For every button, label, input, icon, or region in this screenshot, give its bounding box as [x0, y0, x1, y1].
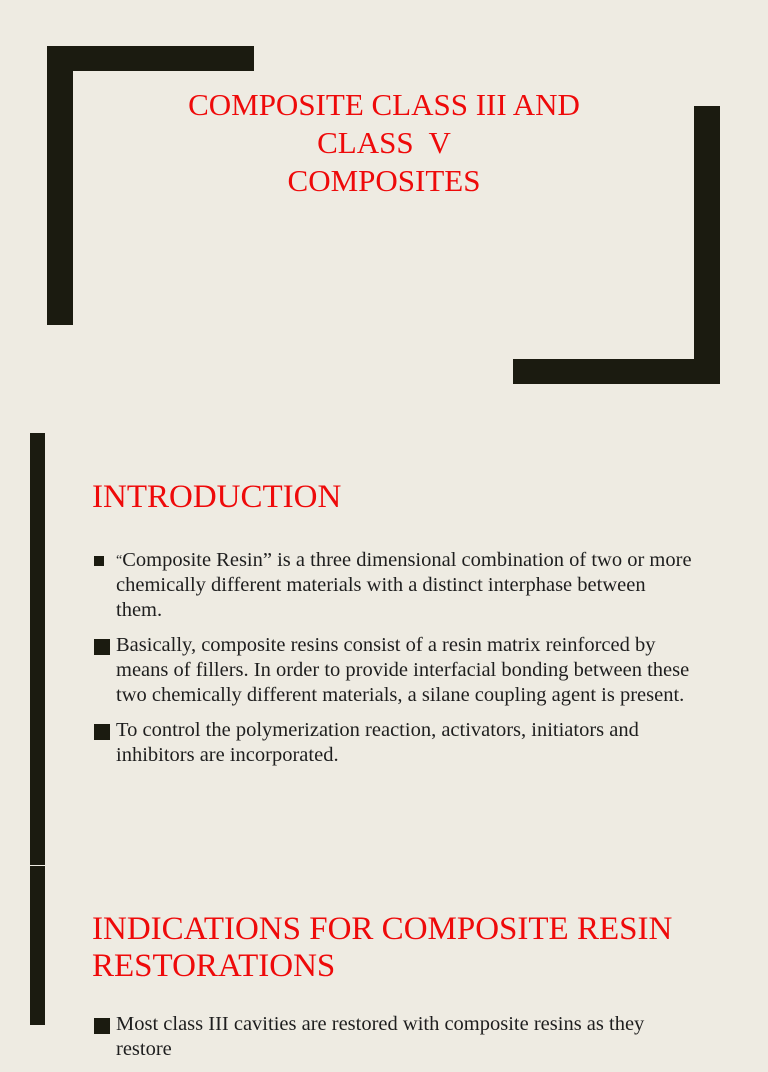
bullet-text: To control the polymerization reaction, activators, initiators and inhibitors are incorporated. [116, 719, 639, 766]
bullet-text: Basically, composite resins consist of a resin matrix reinforced by means of fillers. In order to provide interfacial bonding between these two chemically different materials, a silane coupling agent is present. [116, 634, 690, 706]
introduction-slide [0, 433, 768, 865]
slide-heading: INTRODUCTION [92, 479, 342, 515]
bullet-item [92, 548, 692, 623]
slide-accent-bar [30, 866, 45, 1025]
frame-top-left-horizontal [47, 46, 254, 71]
title-slide [0, 0, 768, 433]
slide-heading [92, 911, 672, 985]
slide-accent-bar [30, 433, 45, 865]
bullet-item [92, 1012, 692, 1062]
slide-heading-line: INDICATIONS FOR COMPOSITE RESIN [92, 911, 673, 947]
square-bullet-icon [94, 724, 110, 740]
slide-title-line: CLASS V [317, 125, 451, 160]
slide-title-line: COMPOSITES [287, 163, 481, 198]
bullet-item [92, 633, 692, 708]
indications-slide [0, 865, 768, 1060]
bullet-item [92, 718, 692, 768]
slide-title [0, 86, 768, 200]
square-bullet-icon [94, 639, 110, 655]
bullet-text: Composite Resin” is a three dimensional combination of two or more chemically different materials with a distinct interphase between them. [116, 549, 692, 621]
square-bullet-icon [94, 1018, 110, 1034]
bullet-text: Most class III cavities are restored with composite resins as they restore [116, 1013, 645, 1060]
bullet-list [92, 548, 692, 778]
slide-title-line: COMPOSITE CLASS III AND [188, 87, 580, 122]
square-bullet-icon [94, 556, 104, 566]
opening-quote: “ [116, 553, 123, 568]
slide-heading-line: RESTORATIONS [92, 948, 336, 984]
frame-bottom-right-horizontal [513, 359, 720, 384]
bullet-list [92, 1012, 692, 1072]
